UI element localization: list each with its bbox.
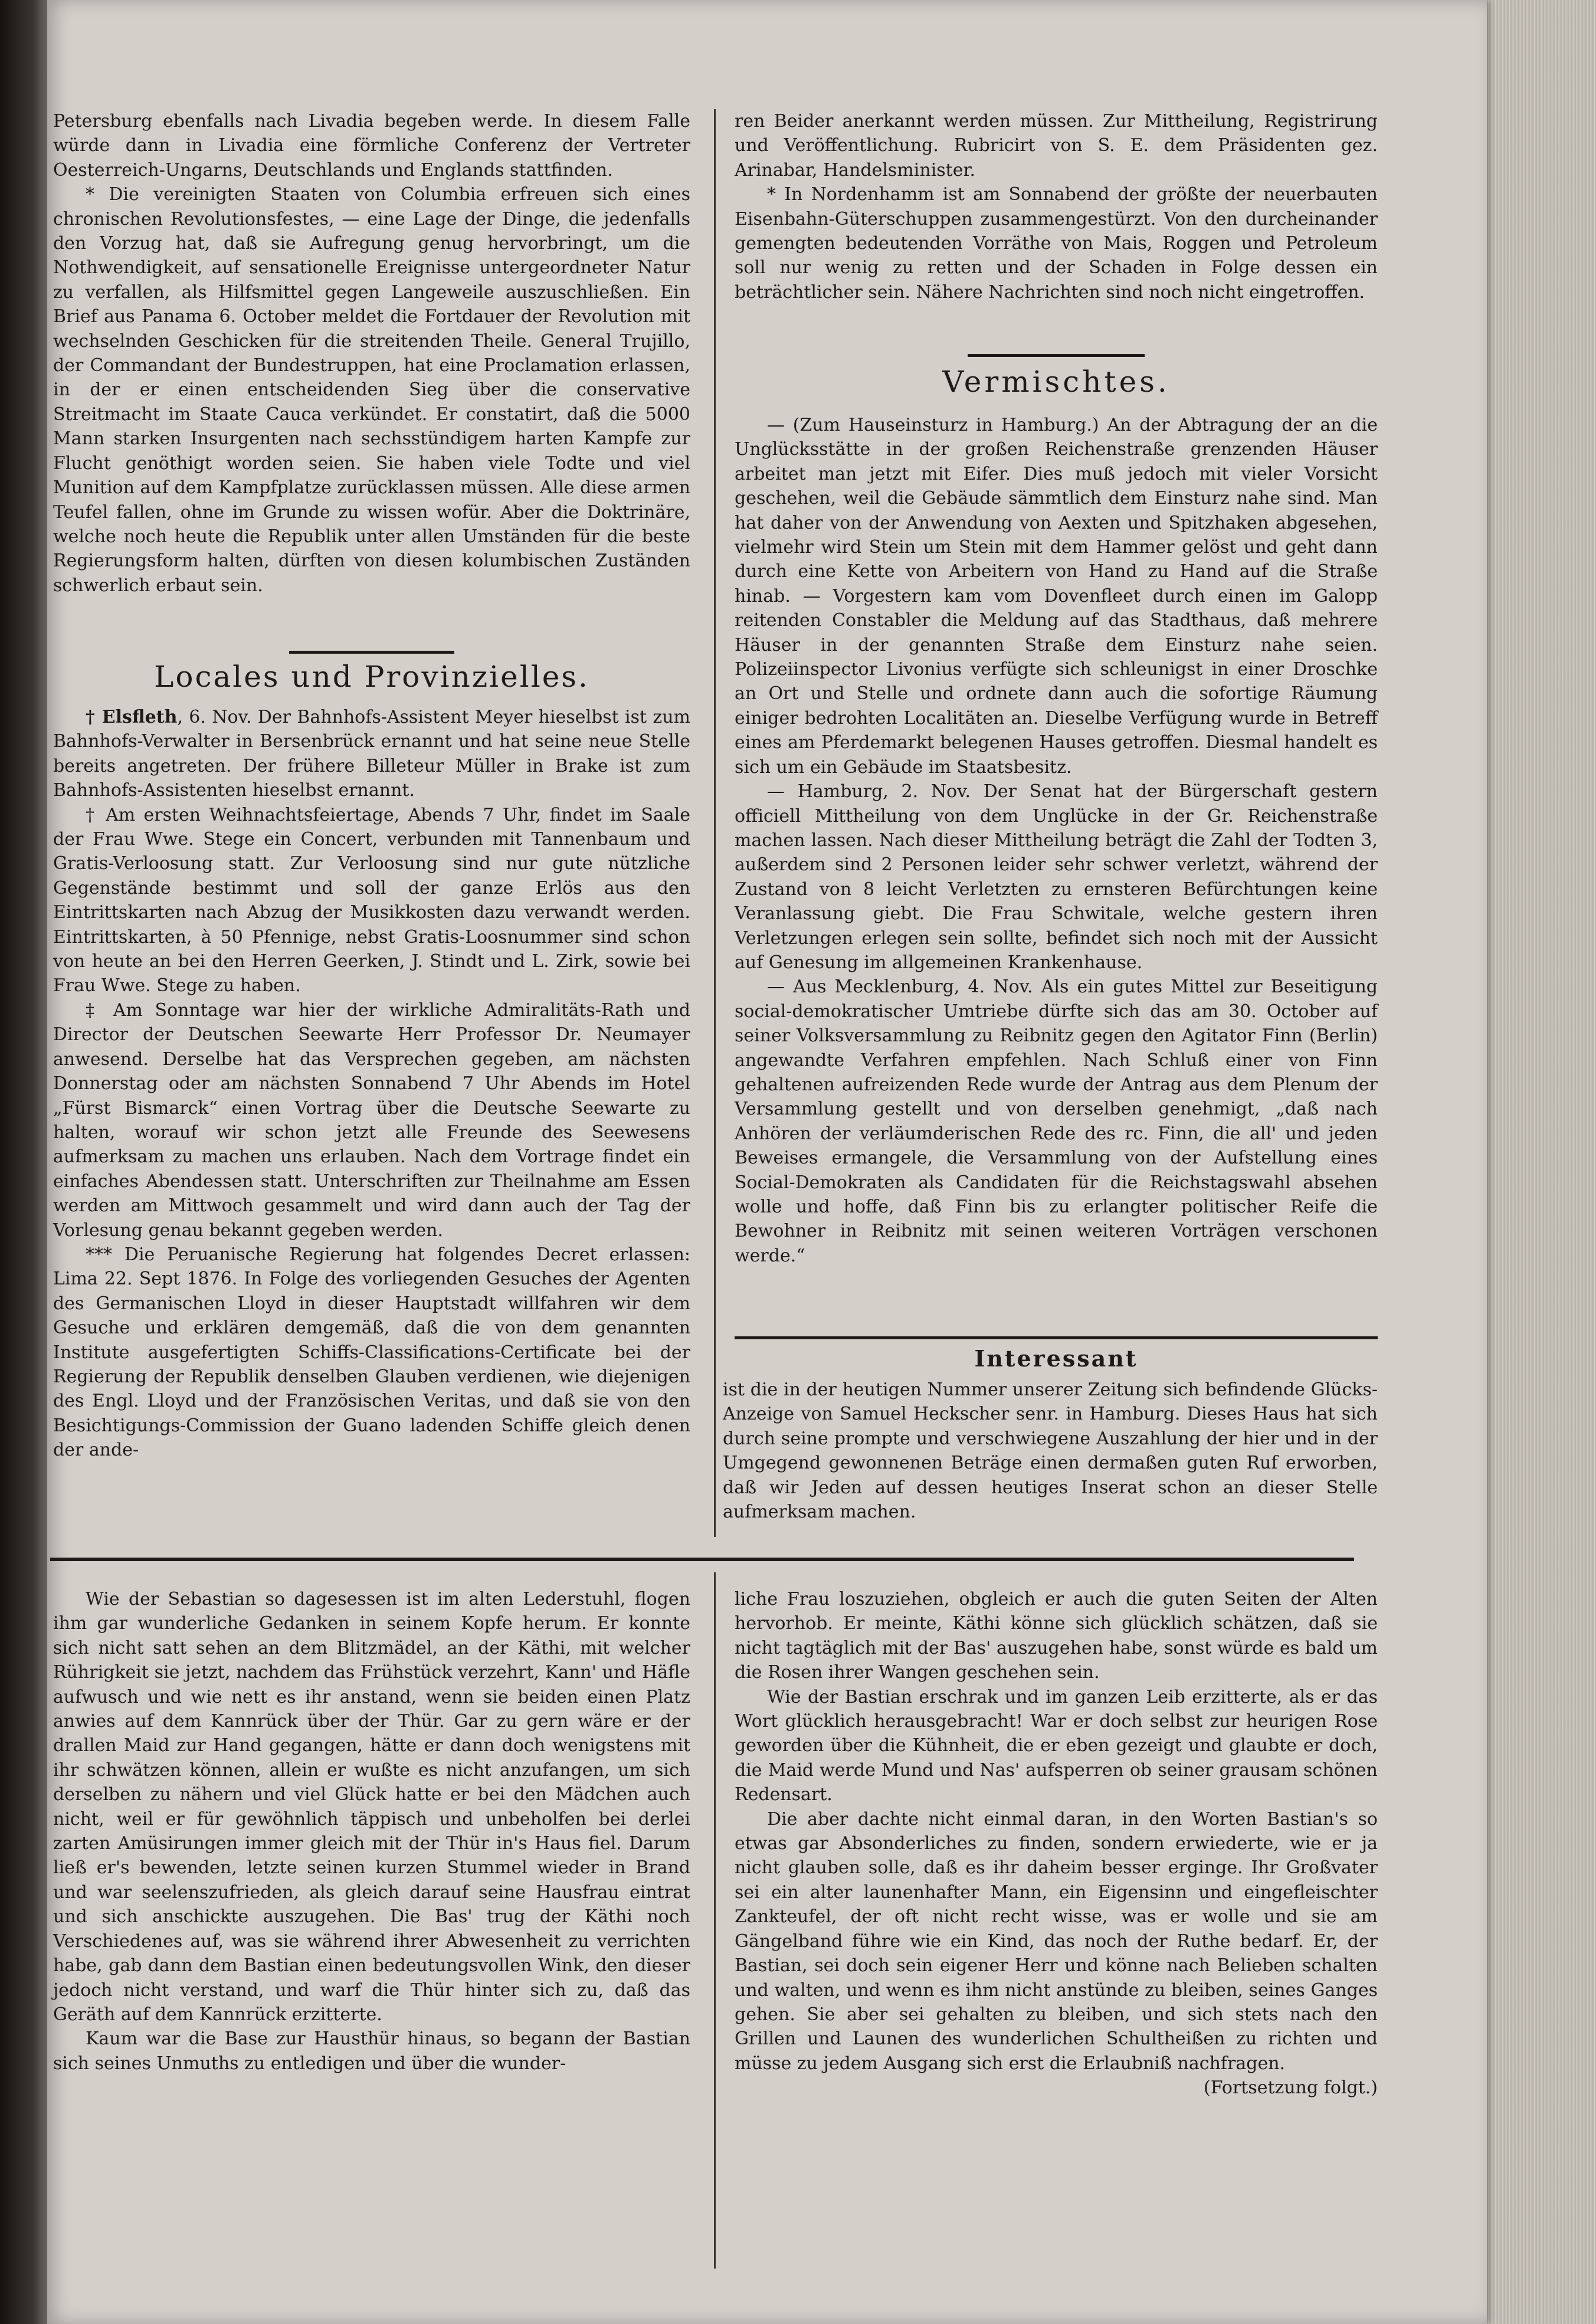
page-edges (1478, 0, 1596, 2324)
interessant-ad (723, 1378, 1378, 1524)
feuilleton-paragraph: Die aber dachte nicht einmal daran, in den Worten Bastian's so etwas gar Absonderliches zu finden, sondern erwiederte, wie er ja nicht glauben solle, daß es ihr daheim besser erginge. Ihr Großvater sei ein alter launenhafter Mann, ein Eigensinn und eingefleischter Zankteufel, der oft nicht recht wisse, was er wolle und sie am Gängelband führe wie ein Kind, das noch der Ruthe bedarf. Er, der Bastian, sei doch sein eigener Herr und könne nach Belieben schalten und walten, und wenn es ihm nicht anstünde zu bleiben, seines Ganges gehen. Sie aber sei gehalten zu bleiben, und sich stets nach den Grillen und Launen des wunderlichen Schultheißen zu richten und müsse zu jedem Ausgang sich erst die Erlaubniß nachfragen. (735, 1808, 1378, 2074)
dateline-elsfleth: † Elsfleth (86, 707, 178, 727)
article-columbia: * Die vereinigten Staaten von Columbia erfreuen sich eines chronischen Revolutionsfestes, — eine Lage der Dinge, die jedenfalls den Vorzug hat, daß sie Aufregung genug hervorbringt, um die Nothwendigkeit, auf sensationelle Ereignisse untergeordneter Natur zu verfallen, als Hilfsmittel gegen Langeweile auszuschließen. Ein Brief aus Panama 6. October meldet die Fortdauer der Revolution mit wechselnden Geschicken für die streitenden Theile. General Trujillo, der Commandant der Bundestruppen, hat eine Proclamation erlassen, in der er einen entscheidenden Sieg über die conservative Streitmacht im Staate Cauca verkündet. Er constatirt, daß die 5000 Mann starken Insurgenten nach sechsstündigem harten Kampfe zur Flucht genöthigt worden seien. Sie haben viele Todte und viel Munition auf dem Kampfplatze zurücklassen müssen. Alle diese armen Teufel fallen, ohne im Grunde zu wissen wofür. Aber die Doktrinäre, welche noch heute die Republik unter allen Umständen für die beste Regierungsform halten, dürften von diesen kolumbischen Zuständen schwerlich erbaut sein. (53, 184, 690, 596)
feuilleton-rule (50, 1558, 1354, 1561)
left-column-top (53, 109, 690, 598)
continuation-note: (Fortsetzung folgt.) (1204, 2077, 1378, 2099)
vermischtes-heading: Vermischtes. (942, 365, 1170, 399)
article-mecklenburg: — Aus Mecklenburg, 4. Nov. Als ein gutes Mittel zur Beseitigung social-demokratischer Umtriebe dürfte sich das am 30. October auf seiner Volksversammlung zu Reibnitz gegen den Agitator Finn (Berlin) angewandte Verfahren empfehlen. Nach Schluß einer von Finn gehaltenen aufreizenden Rede wurde der Antrag aus dem Plenum der Versammlung gestellt und von derselben genehmigt, „daß nach Anhören der verläumderischen Rede des rc. Finn, die all' und jeden Beweises ermangele, die Versammlung von der Aufstellung eines Social-Demokraten als Candidaten für die Reichstagswahl absehen wolle und hoffe, daß Finn bis zu erlangter politischer Reife die Bewohner in Reibnitz mit seinen weiteren Vorträgen verschonen werde.“ (735, 976, 1378, 1266)
feuilleton-column-divider (714, 1572, 716, 2269)
section-rule (968, 354, 1145, 357)
column-divider (714, 109, 716, 1537)
article-hamburg: — Hamburg, 2. Nov. Der Senat hat der Bürgerschaft gestern officiell Mittheilung von dem Unglücke in der Gr. Reichenstraße machen lassen. Nach dieser Mittheilung beträgt die Zahl der Todten 3, außerdem sind 2 Personen leider sehr schwer verletzt, während der Zustand von 8 leicht Verletzten zu ernsteren Befürchtungen keine Veranlassung giebt. Die Frau Schwitale, welche gestern ihren Verletzungen erlegen sein sollte, befindet sich noch mit der Aussicht auf Genesung im allgemeinen Krankenhause. (735, 781, 1378, 973)
feuilleton-paragraph: liche Frau loszuziehen, obgleich er auch die guten Seiten der Alten hervorhob. Er meinte, Käthi könne sich glücklich schätzen, daß sie nicht tagtäglich mit der Bas' auszugehen habe, sonst würde es bald um die Rosen ihrer Wangen geschehen sein. (735, 1589, 1378, 1683)
feuilleton-paragraph: Wie der Bastian erschrak und im ganzen Leib erzitterte, als er das Wort glücklich herausgebracht! War er doch selbst zur heurigen Rose geworden über die Kühnheit, die er eben gezeigt und glaubte er doch, die Maid werde Mund und Nas' aufsperren ob seiner grausam schönen Redensart. (735, 1686, 1378, 1805)
article-nordenhamm: * In Nordenhamm ist am Sonnabend der größte der neuerbauten Eisenbahn-Güterschuppen zusammengestürzt. Von den durcheinander gemengten bedeutenden Vorräthe von Mais, Roggen und Petroleum soll nur wenig zu retten und der Schaden in Folge dessen ein beträchtlicher sein. Nähere Nachrichten sind noch nicht eingetroffen. (735, 184, 1378, 303)
section-rule (289, 651, 454, 654)
interessant-heading: Interessant (974, 1345, 1138, 1372)
article-elsfleth: , 6. Nov. Der Bahnhofs-Assistent Meyer hieselbst ist zum Bahnhofs-Verwalter in Bersenbrück ernannt und hat seine neue Stelle bereits angetreten. Der frühere Billeteur Müller in Brake ist zum Bahnhofs-Assistenten hieselbst ernannt. (53, 707, 690, 801)
article-paragraph: Petersburg ebenfalls nach Livadia begeben werde. In diesem Falle würde dann in Livadia eine förmliche Conferenz der Vertreter Oesterreich-Ungarns, Deutschlands und Englands stattfinden. (53, 111, 690, 181)
feuilleton-left-column (53, 1587, 690, 2076)
article-seewarte: ‡ Am Sonntage war hier der wirkliche Admiralitäts-Rath und Director der Deutschen Seewarte Herr Professor Dr. Neumayer anwesend. Derselbe hat das Versprechen gegeben, am nächsten Donnerstag oder am nächsten Sonnabend 7 Uhr Abends im Hotel „Fürst Bismarck“ einen Vortrag über die Deutsche Seewarte zu halten, worauf wir schon jetzt alle Freunde des Seewesens aufmerksam zu machen uns erlauben. Nach dem Vortrage findet ein einfaches Abendessen statt. Unterschriften zur Theilnahme am Essen werden am Mittwoch gesammelt und wird dann auch der Tag der Vorlesung genau bekannt gegeben werden. (53, 999, 690, 1241)
article-continuation: ren Beider anerkannt werden müssen. Zur Mittheilung, Registrirung und Veröffentlichung. Rubricirt von S. E. dem Präsidenten gez. Arinabar, Handelsminister. (735, 111, 1378, 181)
newspaper-page (47, 0, 1487, 2324)
article-hauseinsturz: — (Zum Hauseinsturz in Hamburg.) An der Abtragung der an die Unglücksstätte in der großen Reichenstraße grenzenden Häuser arbeitet man jetzt mit Eifer. Dies muß jedoch mit vieler Vorsicht geschehen, weil die Gebäude sämmtlich dem Einsturz nahe sind. Man hat daher von der Anwendung von Aexten und Spitzhaken abgesehen, vielmehr wird Stein um Stein mit dem Hammer gelöst und geht dann durch eine Kette von Arbeitern von Hand zu Hand auf die Straße hinab. — Vorgestern kam vom Dovenfleet durch einen im Galopp reitenden Constabler die Meldung auf das Stadthaus, daß mehrere Häuser in der genannten Straße dem Einsturz nahe seien. Polizeiinspector Livonius verfügte sich schleunigst in einer Droschke an Ort und Stelle und ordnete dann auch die sofortige Räumung einiger bedrohten Localitäten an. Dieselbe Verfügung wurde in Betreff eines am Pferdemarkt belegenen Hauses getroffen. Diesmal handelt es sich um ein Gebäude im Staatsbesitz. (735, 415, 1378, 778)
article-concert: † Am ersten Weihnachtsfeiertage, Abends 7 Uhr, findet im Saale der Frau Wwe. Stege ein Concert, verbunden mit Tannenbaum und Gratis-Verloosung statt. Zur Verloosung sind nur gute nützliche Gegenstände bestimmt und soll der ganze Erlös aus den Eintrittskarten nach Abzug der Musikkosten dazu verwandt werden. Eintrittskarten, à 50 Pfennige, nebst Gratis-Loosnummer sind schon von heute an bei den Herren Geerken, J. Stindt und L. Zirk, sowie bei Frau Wwe. Stege zu haben. (53, 804, 690, 997)
right-column-vermischtes (735, 413, 1378, 1268)
feuilleton-right-column (735, 1587, 1378, 2100)
left-column-locales (53, 705, 690, 1463)
interessant-text: ist die in der heutigen Nummer unserer Zeitung sich befindende Glücks-Anzeige von Samuel Heckscher senr. in Hamburg. Dieses Haus hat sich durch seine prompte und verschwiegene Auszahlung der hier und in der Umgegend gewonnenen Beträge einen dermaßen guten Ruf erworben, daß wir Jeden auf dessen heutiges Inserat schon an dieser Stelle aufmerksam machen. (723, 1379, 1378, 1523)
right-column-top (735, 109, 1378, 304)
feuilleton-paragraph: Kaum war die Base zur Hausthür hinaus, so begann der Bastian sich seines Unmuths zu entledigen und über die wunder- (53, 2028, 690, 2074)
article-peru: *** Die Peruanische Regierung hat folgendes Decret erlassen: Lima 22. Sept 1876. In Folge des vorliegenden Gesuches der Agenten des Germanischen Lloyd in dieser Hauptstadt willfahren wir dem Gesuche und erklären demgemäß, daß die von dem genannten Institute ausgefertigten Schiffs-Classifications-Certificate bei der Regierung der Republik denselben Glauben verdienen, wie diejenigen des Engl. Lloyd und der Französischen Veritas, und daß sie von den Besichtigungs-Commission der Guano ladenden Schiffe gleich denen der ande- (53, 1244, 690, 1461)
feuilleton-paragraph: Wie der Sebastian so dagesessen ist im alten Lederstuhl, flogen ihm gar wunderliche Gedanken in seinem Kopfe herum. Er konnte sich nicht satt sehen an dem Blitzmädel, an der Käthi, mit welcher Rührigkeit sie jetzt, nachdem das Frühstück verzehrt, Kann' und Häfle aufwusch und wie nett es ihr anstand, wenn sie beiden einen Platz anwies auf dem Kannrück über der Thür. Gar zu gern wäre er der drallen Maid zur Hand gegangen, hätte er dann doch wenigstens mit ihr schwätzen können, allein er wußte es nicht anzufangen, um sich derselben zu nähern und viel Glück hatte er bei den Mädchen auch nicht, weil er für gewöhnlich täppisch und unbeholfen bei derlei zarten Amüsirungen immer gleich mit der Thür in's Haus fiel. Darum ließ er's bewenden, letzte seinen kurzen Stummel wieder in Brand und war seelenszufrieden, als gleich darauf seine Hausfrau eintrat und sich anschickte auszugehen. Die Bas' trug der Käthi noch Verschiedenes auf, was sie während ihrer Abwesenheit zu verrichten habe, gab dann dem Bastian einen bedeutungsvollen Wink, den dieser jedoch nicht verstand, und warf die Thür hinter sich zu, daß das Geräth auf dem Kannrück erzitterte. (53, 1589, 690, 2025)
locales-heading: Locales und Provinzielles. (154, 660, 589, 694)
section-rule (735, 1336, 1378, 1339)
